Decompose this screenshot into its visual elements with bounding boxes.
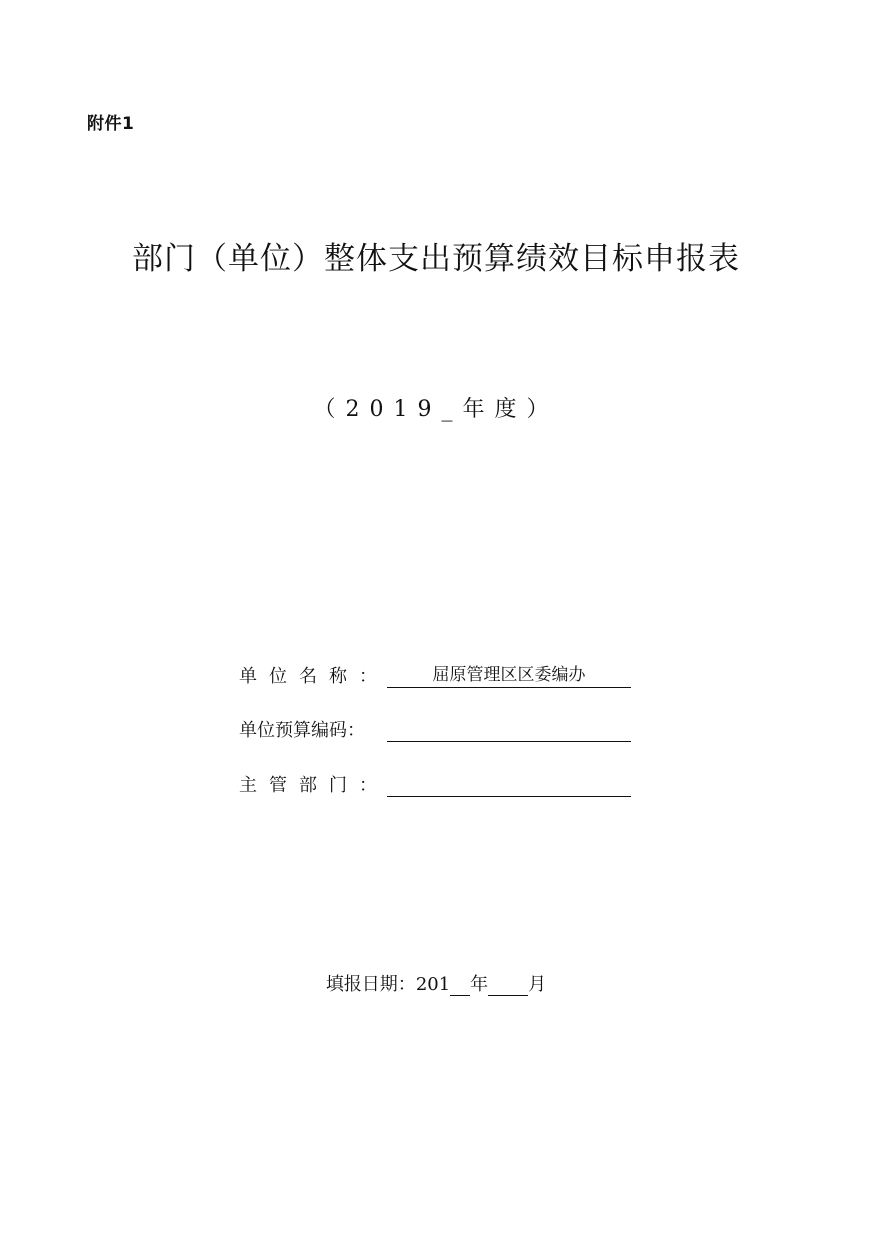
fill-date-year-prefix: 201 [415,974,451,995]
fill-date-year-unit: 年 [470,974,489,995]
budget-code-value[interactable] [387,717,631,742]
field-unit-name [239,658,631,688]
field-label-budget-code: 单位预算编码： [239,720,365,741]
fill-date-month-blank[interactable] [488,975,528,996]
field-budget-code [239,712,631,742]
field-label-unit-name: 单位名称： [239,666,389,687]
fill-date-label: 填报日期： [325,974,416,995]
field-label-supervisor: 主管部门： [239,775,389,796]
fill-date [0,970,872,996]
unit-name-value[interactable]: 屈原管理区区委编办 [387,663,631,688]
year-line: （2019_年度） [313,397,559,422]
fill-date-month-unit: 月 [528,974,547,995]
supervisor-value[interactable] [387,772,631,797]
page-title: 部门（单位）整体支出预算绩效目标申报表 [132,241,740,277]
field-supervisor [239,767,631,797]
attachment-label: 附件1 [87,114,135,134]
fill-date-year-blank[interactable] [450,975,470,996]
